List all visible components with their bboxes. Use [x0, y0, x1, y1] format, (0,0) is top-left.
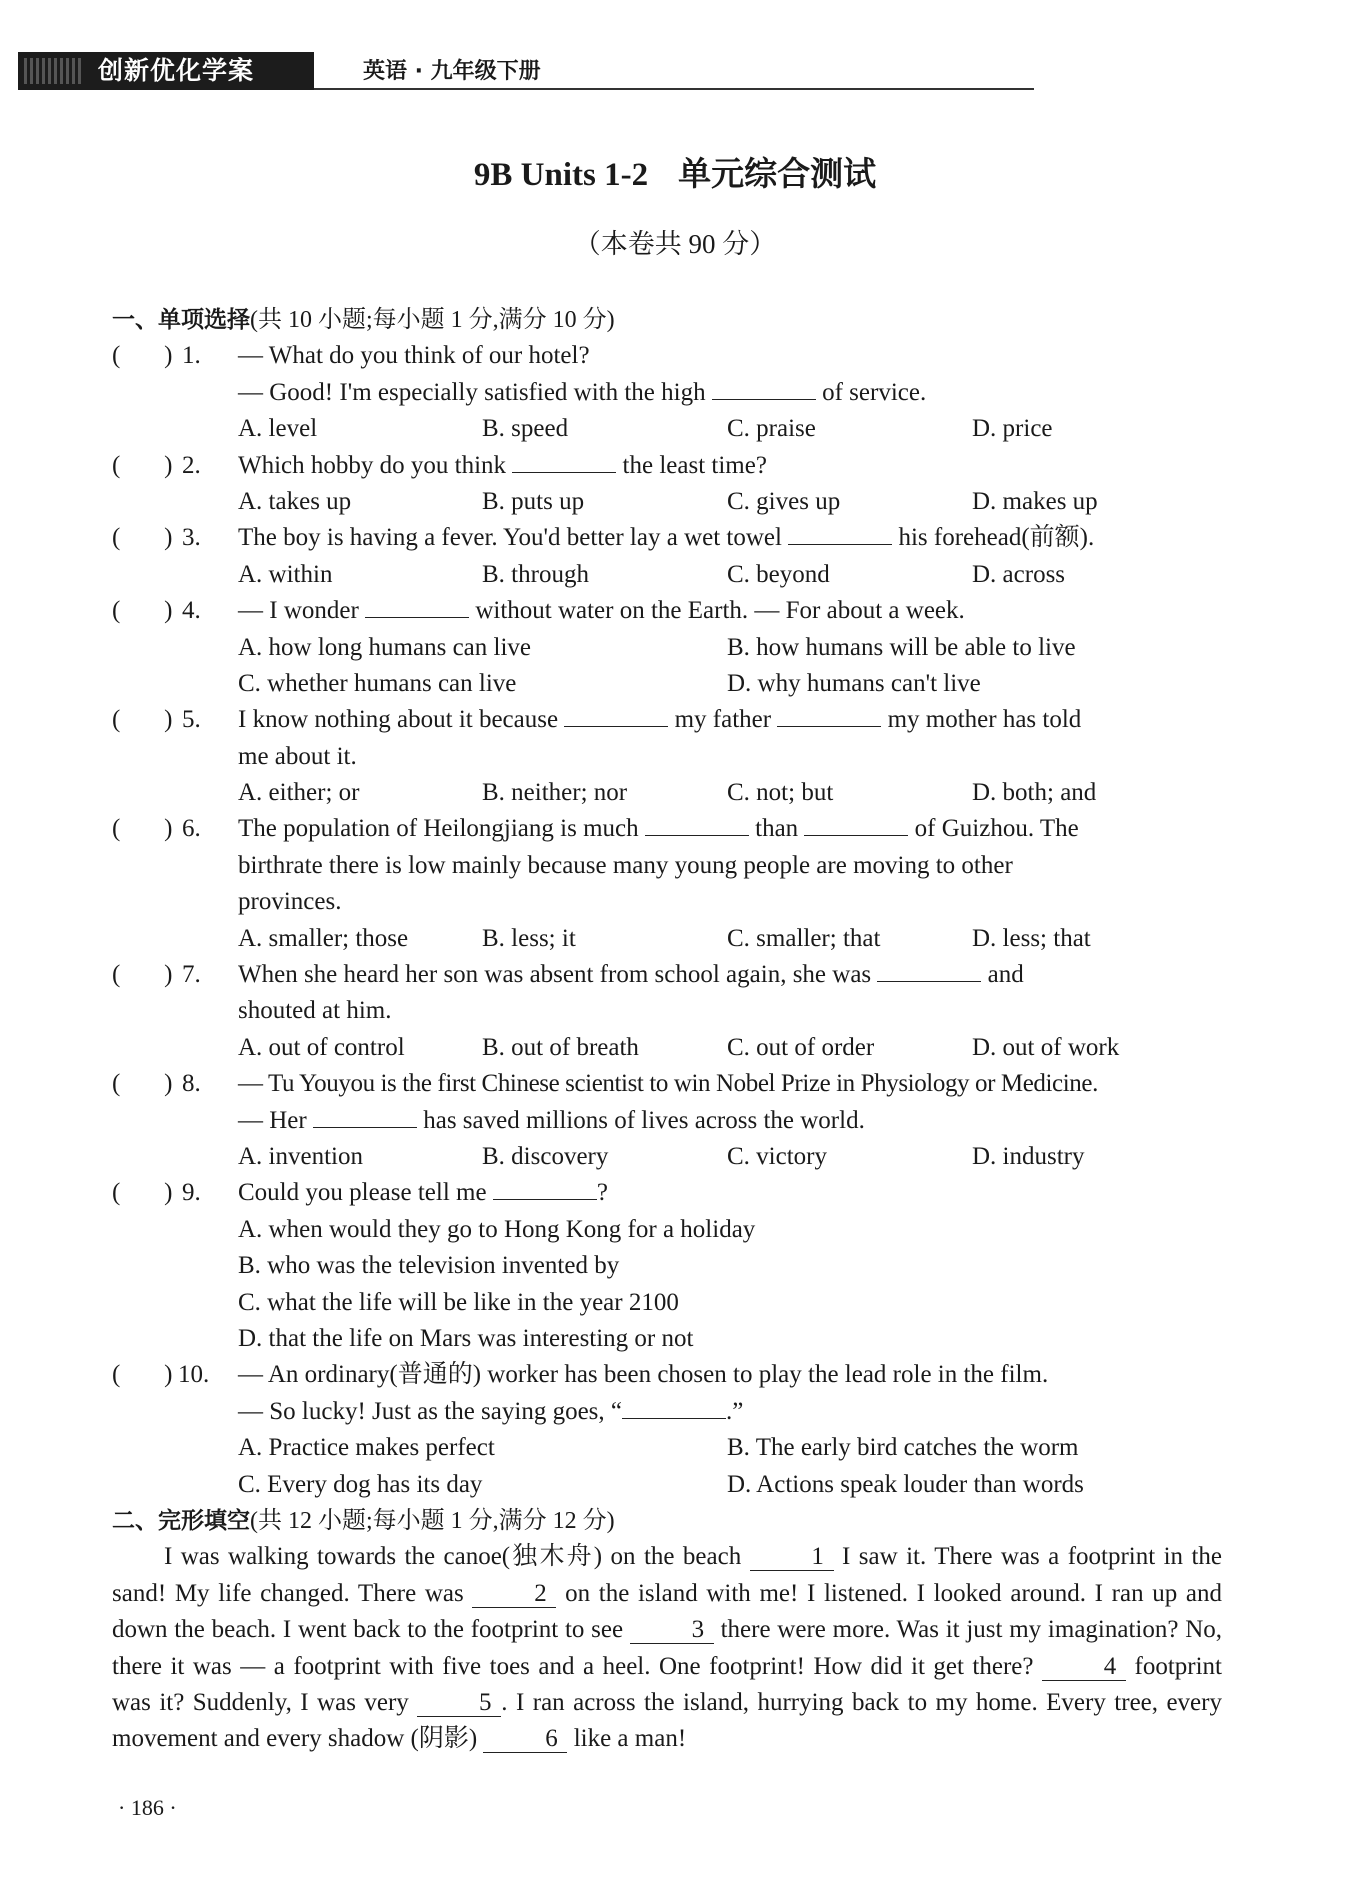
question-text: the least time? [622, 451, 767, 479]
question-text: — Tu Youyou is the first Chinese scientist to win Nobel Prize in Physiology or Medicine. [238, 1070, 1098, 1098]
question-number: 5. [182, 706, 201, 734]
question-9-option-a [112, 1212, 1222, 1248]
option-d: D. out of work [972, 1033, 1120, 1061]
passage-text: footprint was it? Suddenly, I was very [112, 1652, 1222, 1716]
question-text: shouted at him. [238, 997, 392, 1025]
header-rule [314, 88, 1034, 90]
option-b: B. discovery [482, 1142, 609, 1170]
question-text: — What do you think of our hotel? [238, 342, 590, 370]
question-text: The population of Heilongjiang is much [238, 815, 639, 843]
option-b: B. less; it [482, 924, 576, 952]
question-text: me about it. [238, 742, 357, 770]
answer-blank [804, 811, 908, 836]
question-9-option-c [112, 1285, 1222, 1321]
answer-bracket[interactable]: ( ) [112, 342, 173, 370]
question-text: — Good! I'm especially satisfied with the high [238, 378, 706, 406]
question-text: When she heard her son was absent from school again, she was [238, 961, 872, 989]
answer-blank [564, 702, 668, 727]
question-text: without water on the Earth. — For about a week. [475, 597, 965, 625]
passage-text: . I ran across the island, hurrying back to my home. Every tree, every movement and every shadow (阴影) [112, 1688, 1222, 1753]
cloze-blank-4[interactable]: 4 [1042, 1654, 1126, 1681]
option-b: B. how humans will be able to live [727, 633, 1076, 661]
question-number: 2. [182, 451, 201, 479]
option-b: B. through [482, 560, 589, 588]
question-8-line2 [112, 1103, 1222, 1139]
question-text: birthrate there is low mainly because many young people are moving to other [238, 851, 1013, 879]
question-text: my father [674, 706, 772, 734]
option-a: A. how long humans can live [238, 633, 532, 661]
passage-text: I saw it. There was a footprint in the sand! My life changed. There was [112, 1543, 1223, 1607]
option-a: A. Practice makes perfect [238, 1434, 495, 1462]
option-c: C. victory [727, 1142, 827, 1170]
answer-blank [365, 593, 469, 618]
answer-blank [877, 957, 981, 982]
answer-bracket[interactable]: ( ) [112, 1179, 173, 1207]
question-9 [112, 1175, 1222, 1211]
score-note: （本卷共 90 分） [573, 229, 777, 259]
question-text: — Her [238, 1106, 307, 1134]
cloze-blank-1[interactable]: 1 [750, 1544, 834, 1571]
question-10-line2 [112, 1394, 1222, 1430]
question-text: I know nothing about it because [238, 706, 559, 734]
page-header [18, 52, 1038, 94]
answer-blank [512, 448, 616, 473]
option-c: C. smaller; that [727, 924, 881, 952]
question-7 [112, 957, 1222, 993]
question-5 [112, 702, 1222, 738]
question-10-options-row1 [112, 1430, 1222, 1466]
question-number: 9. [182, 1179, 201, 1207]
question-number: 1. [182, 342, 201, 370]
question-6 [112, 811, 1222, 847]
question-text: and [987, 961, 1024, 989]
option-b: B. who was the television invented by [238, 1252, 620, 1280]
question-text: his forehead(前额). [898, 524, 1095, 552]
question-3 [112, 520, 1222, 556]
option-d: D. Actions speak louder than words [727, 1470, 1084, 1498]
option-a: A. smaller; those [238, 924, 409, 952]
answer-blank [777, 702, 881, 727]
cloze-blank-6[interactable]: 6 [483, 1726, 567, 1753]
question-text: provinces. [238, 888, 342, 916]
option-d: D. that the life on Mars was interesting or not [238, 1324, 694, 1352]
question-text: The boy is having a fever. You'd better lay a wet towel [238, 524, 782, 552]
answer-bracket[interactable]: ( ) [112, 451, 173, 479]
answer-bracket[interactable]: ( ) [112, 1070, 173, 1098]
section1-heading [112, 302, 1222, 338]
brand-banner [18, 52, 314, 90]
option-b: B. puts up [482, 487, 585, 515]
exam-content [112, 302, 1222, 1758]
option-d: D. why humans can't live [727, 669, 981, 697]
option-a: A. out of control [238, 1033, 405, 1061]
passage-text: I was walking towards the canoe(独木舟) on the beach [164, 1543, 742, 1571]
subject-label: 英语 · 九年级下册 [363, 59, 541, 84]
question-number: 3. [182, 524, 201, 552]
answer-bracket[interactable]: ( ) [112, 597, 173, 625]
option-c: C. Every dog has its day [238, 1470, 483, 1498]
answer-blank [645, 811, 749, 836]
option-c: C. whether humans can live [238, 669, 517, 697]
passage-text: on the island with me! I listened. I looked around. I ran up and down the beach. I went back to the footprint to see [112, 1579, 1223, 1644]
question-text: — So lucky! Just as the saying goes, “ [238, 1397, 622, 1425]
option-a: A. invention [238, 1142, 363, 1170]
question-9-option-b [112, 1248, 1222, 1284]
section1-title: 一、单项选择 [112, 307, 250, 333]
section2-heading [112, 1503, 1222, 1539]
option-c: C. what the life will be like in the year 2100 [238, 1288, 679, 1316]
question-number: 4. [182, 597, 201, 625]
question-4-options-row2 [112, 666, 1222, 702]
question-text: — An ordinary(普通的) worker has been chosen to play the lead role in the film. [238, 1361, 1049, 1389]
option-b: B. neither; nor [482, 779, 628, 807]
question-4 [112, 593, 1222, 629]
option-a: A. when would they go to Hong Kong for a holiday [238, 1215, 756, 1243]
question-number: 6. [182, 815, 201, 843]
option-d: D. industry [972, 1142, 1085, 1170]
option-b: B. speed [482, 415, 569, 443]
question-text: has saved millions of lives across the world. [423, 1106, 865, 1134]
question-6-line3 [112, 884, 1222, 920]
answer-bracket[interactable]: ( ) [112, 1361, 173, 1389]
question-5-options [112, 775, 1222, 811]
option-d: D. makes up [972, 487, 1098, 515]
question-10 [112, 1357, 1222, 1393]
question-5-line2 [112, 739, 1222, 775]
question-number: 8. [182, 1070, 201, 1098]
option-c: C. beyond [727, 560, 830, 588]
question-1-options [112, 411, 1222, 447]
option-c: C. gives up [727, 487, 841, 515]
section2-title: 二、完形填空 [112, 1507, 250, 1534]
question-1-line2 [112, 375, 1222, 411]
option-d: D. across [972, 560, 1066, 588]
answer-bracket[interactable]: ( ) [112, 706, 173, 734]
brand-name: 创新优化学案 [98, 56, 255, 85]
brand-stripes-decoration [24, 58, 84, 84]
option-a: A. within [238, 560, 333, 588]
question-number: 7. [182, 961, 201, 989]
answer-blank [622, 1394, 726, 1419]
question-6-options [112, 921, 1222, 957]
cloze-passage [112, 1539, 1222, 1757]
answer-blank [788, 520, 892, 545]
question-10-options-row2 [112, 1467, 1222, 1503]
question-7-line2 [112, 993, 1222, 1029]
question-text: Could you please tell me [238, 1179, 487, 1207]
option-a: A. level [238, 415, 318, 443]
question-text: than [755, 815, 799, 843]
question-8-options [112, 1139, 1222, 1175]
question-4-options-row1 [112, 630, 1222, 666]
passage-text: like a man! [573, 1725, 687, 1753]
question-text: — I wonder [238, 597, 359, 625]
question-2-options [112, 484, 1222, 520]
option-d: D. less; that [972, 924, 1091, 952]
option-a: A. takes up [238, 487, 352, 515]
question-6-line2 [112, 848, 1222, 884]
question-3-options [112, 557, 1222, 593]
passage-text: there were more. Was it just my imagination? No, there it was — a footprint with five toes and a heel. One footprint! How did it get there? [112, 1616, 1222, 1680]
option-d: D. price [972, 415, 1053, 443]
option-b: B. The early bird catches the worm [727, 1434, 1079, 1462]
option-c: C. out of order [727, 1033, 875, 1061]
option-c: C. not; but [727, 779, 834, 807]
answer-bracket[interactable]: ( ) [112, 961, 173, 989]
question-7-options [112, 1030, 1222, 1066]
question-text: my mother has told [887, 706, 1082, 734]
section1-note: (共 10 小题;每小题 1 分,满分 10 分) [250, 307, 615, 333]
question-number: 10. [178, 1361, 210, 1389]
cloze-blank-3[interactable]: 3 [630, 1617, 714, 1644]
answer-bracket[interactable]: ( ) [112, 524, 173, 552]
title-cn: 单元综合测试 [678, 154, 877, 193]
answer-blank [712, 375, 816, 400]
cloze-blank-5[interactable]: 5 [417, 1690, 501, 1717]
question-2 [112, 448, 1222, 484]
answer-bracket[interactable]: ( ) [112, 815, 173, 843]
question-text: of service. [822, 378, 927, 406]
cloze-blank-2[interactable]: 2 [472, 1581, 556, 1608]
question-text: .” [725, 1397, 744, 1425]
option-a: A. either; or [238, 779, 360, 807]
question-text: Which hobby do you think [238, 451, 507, 479]
question-1 [112, 338, 1222, 374]
question-9-option-d [112, 1321, 1222, 1357]
answer-blank [313, 1103, 417, 1128]
answer-blank [493, 1175, 597, 1200]
question-8 [112, 1066, 1222, 1102]
page-number: · 186 · [118, 1795, 177, 1820]
question-text: of Guizhou. The [914, 815, 1079, 843]
page-title [0, 148, 1350, 195]
option-c: C. praise [727, 415, 816, 443]
option-b: B. out of breath [482, 1033, 639, 1061]
question-text: ? [596, 1179, 608, 1207]
section2-note: (共 12 小题;每小题 1 分,满分 12 分) [250, 1507, 615, 1534]
option-d: D. both; and [972, 779, 1097, 807]
title-en: 9B Units 1-2 [473, 157, 649, 193]
